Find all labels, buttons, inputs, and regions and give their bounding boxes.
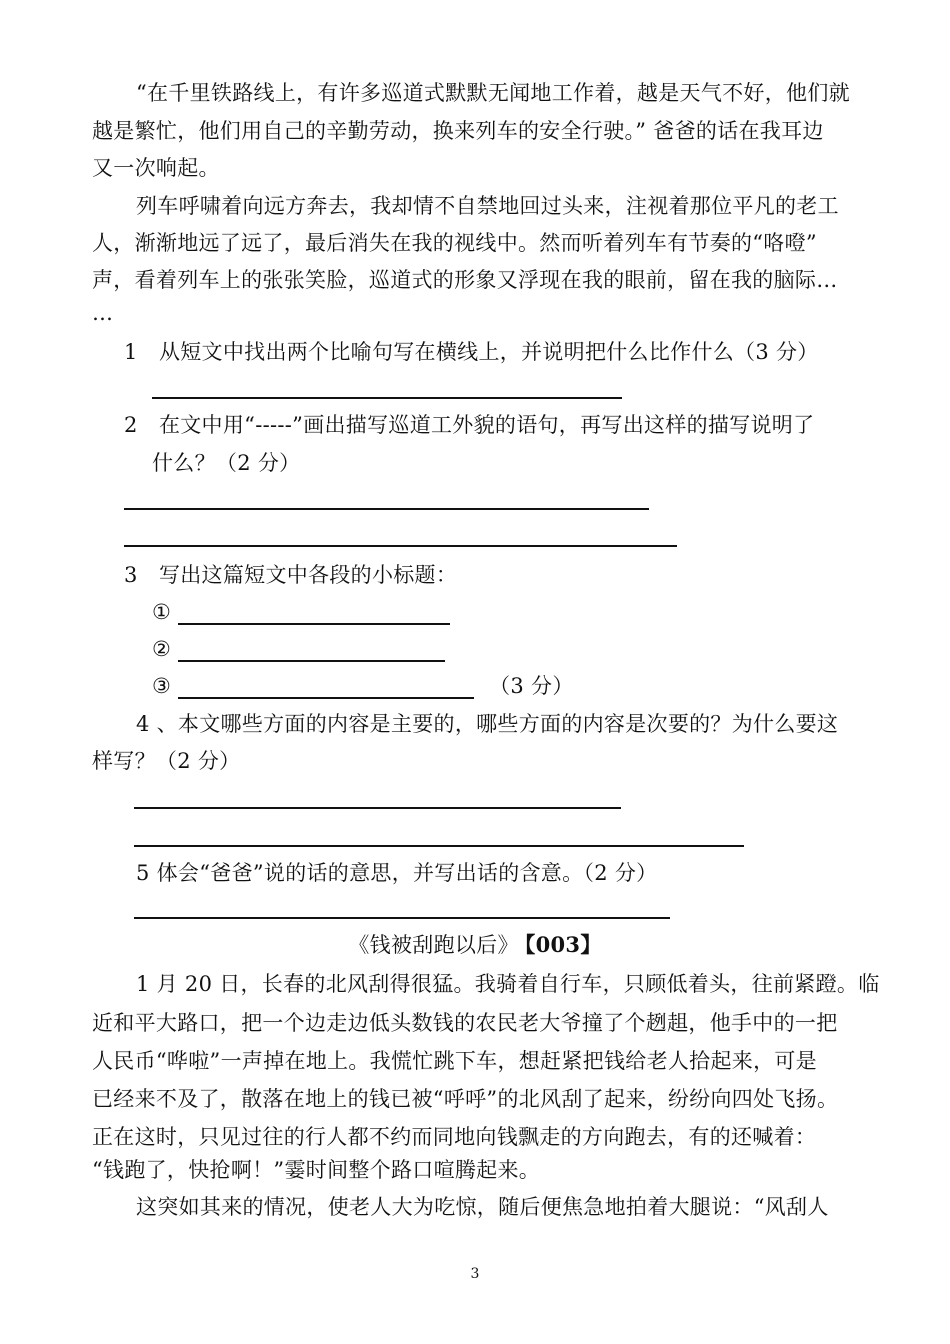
option-2-marker: ②	[152, 637, 172, 661]
answer-line-q2-2[interactable]	[124, 545, 677, 547]
question-2-line-1: 2 在文中用“-----”画出描写巡道工外貌的语句，再写出这样的描写说明了	[124, 413, 815, 437]
question-5: 5 体会“爸爸”说的话的意思，并写出话的含意。（2 分）	[136, 861, 658, 885]
question-4-line-2: 样写？（2 分）	[92, 749, 241, 773]
page-number: 3	[470, 1266, 480, 1282]
passage-line-5: 人，渐渐地远了远了，最后消失在我的视线中。然而听着列车有节奏的“咯噔”	[92, 231, 817, 255]
answer-blank-q3-3[interactable]	[178, 675, 474, 699]
question-1: 1 从短文中找出两个比喻句写在横线上，并说明把什么比作什么（3 分）	[124, 340, 819, 364]
story-line-4: 已经来不及了，散落在地上的钱已被“呼呼”的北风刮了起来，纷纷向四处飞扬。	[92, 1087, 839, 1111]
answer-line-q4-1[interactable]	[134, 807, 621, 809]
story-line-5: 正在这时，只见过往的行人都不约而同地向钱飘走的方向跑去，有的还喊着：	[92, 1125, 817, 1149]
option-3-marker: ③	[152, 674, 172, 698]
story-line-2: 近和平大路口，把一个边走边低头数钱的农民老大爷撞了个趔趄，他手中的一把	[92, 1011, 838, 1035]
question-3-option-3	[152, 671, 574, 701]
story-line-6: “钱跑了，快抢啊！”霎时间整个路口喧腾起来。	[92, 1158, 541, 1182]
story-title-row	[0, 930, 950, 960]
option-1-marker: ①	[152, 600, 172, 624]
answer-blank-q3-1[interactable]	[178, 601, 450, 625]
passage-line-7: …	[92, 301, 114, 325]
question-3-option-2	[152, 634, 445, 664]
passage-line-3: 又一次响起。	[92, 156, 220, 180]
story-line-1: 1 月 20 日，长春的北风刮得很猛。我骑着自行车，只顾低着头，往前紧蹬。临	[136, 972, 880, 996]
question-4-line-1: 4 、本文哪些方面的内容是主要的，哪些方面的内容是次要的？为什么要这	[136, 712, 839, 736]
passage-line-2: 越是繁忙，他们用自己的辛勤劳动，换来列车的安全行驶。” 爸爸的话在我耳边	[92, 119, 824, 143]
question-3: 3 写出这篇短文中各段的小标题：	[124, 563, 458, 587]
answer-line-q5[interactable]	[134, 917, 670, 919]
story-code: 【003】	[524, 932, 602, 957]
answer-blank-q3-2[interactable]	[178, 638, 445, 662]
question-3-score: （3 分）	[489, 674, 574, 698]
story-line-3: 人民币“哗啦”一声掉在地上。我慌忙跳下车，想赶紧把钱给老人拾起来，可是	[92, 1049, 817, 1073]
question-2-line-2: 什么？（2 分）	[152, 451, 301, 475]
passage-line-1: “在千里铁路线上，有许多巡道式默默无闻地工作着，越是天气不好，他们就	[136, 81, 850, 105]
story-title: 《钱被刮跑以后》	[348, 933, 519, 957]
story-line-7: 这突如其来的情况，使老人大为吃惊，随后便焦急地拍着大腿说：“风刮人	[136, 1195, 829, 1219]
passage-line-6: 声，看着列车上的张张笑脸，巡道式的形象又浮现在我的眼前，留在我的脑际…	[92, 268, 838, 292]
passage-line-4: 列车呼啸着向远方奔去，我却情不自禁地回过头来，注视着那位平凡的老工	[136, 194, 839, 218]
answer-line-q4-2[interactable]	[134, 845, 744, 847]
answer-line-q2-1[interactable]	[124, 508, 649, 510]
question-3-option-1	[152, 597, 450, 627]
answer-line-q1[interactable]	[152, 397, 622, 399]
